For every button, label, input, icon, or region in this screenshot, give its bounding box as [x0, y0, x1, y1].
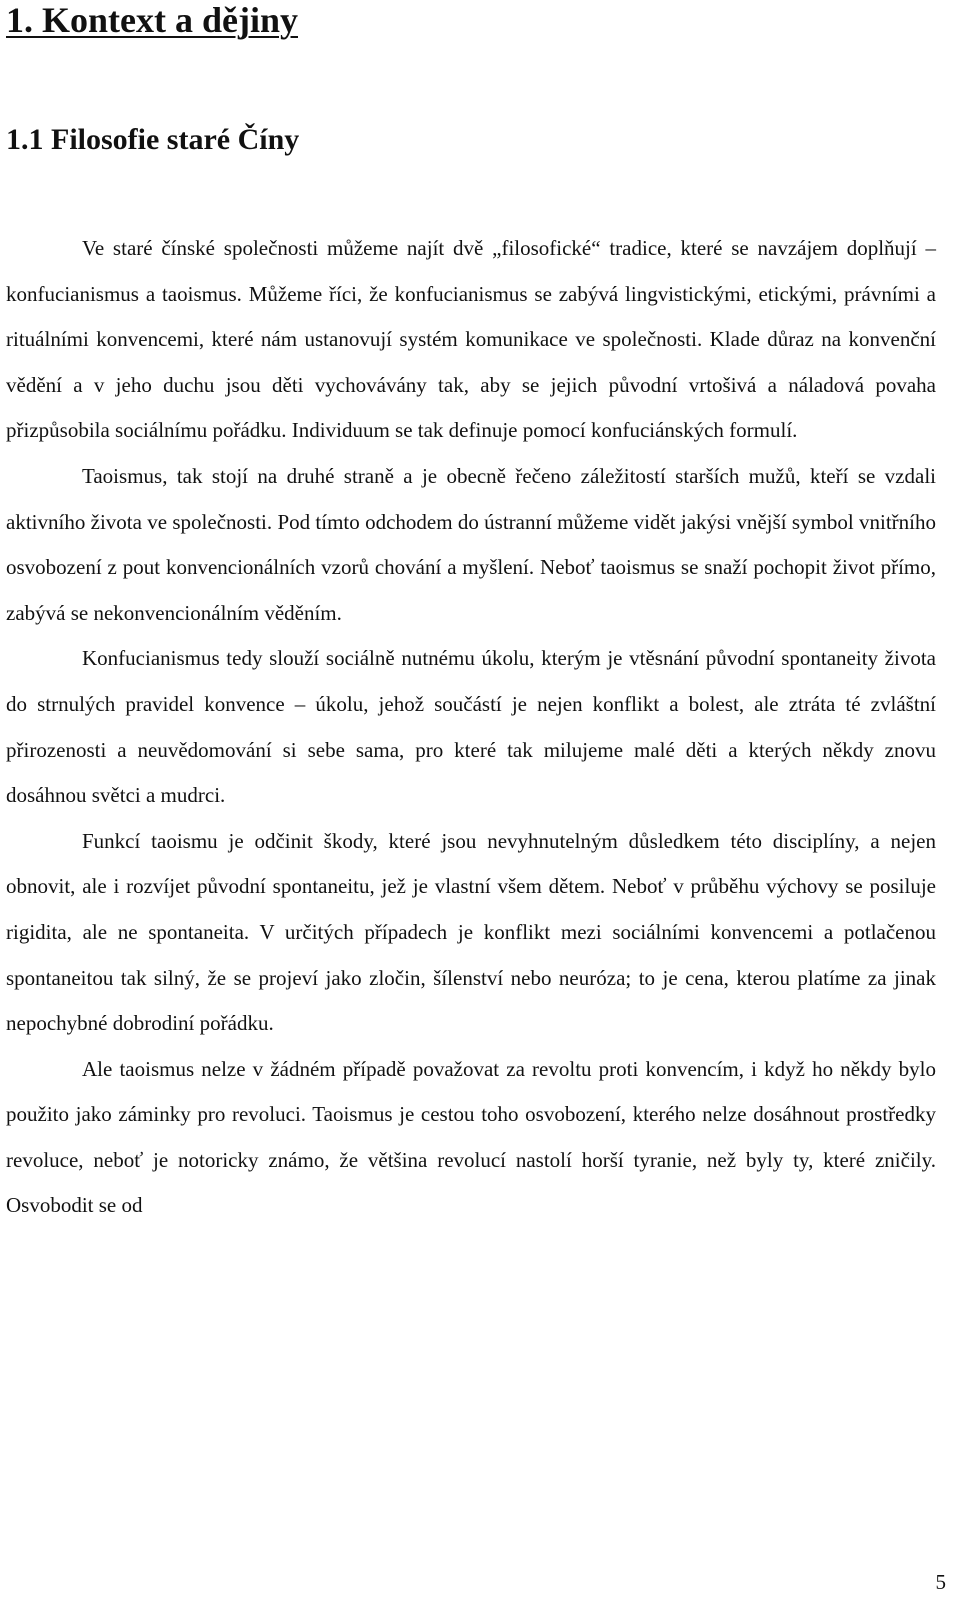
paragraph-5: Ale taoismus nelze v žádném případě považovat za revoltu proti konvencím, i když ho někdy bylo použito jako záminky pro revoluci. Taoismus je cestou toho osvobození, kterého nelze dosáhnout prostředky revoluce, neboť je notoricky známo, že většina revolucí nastolí horší tyranie, než byly ty, které zničily. Osvobodit se od: [6, 1056, 936, 1218]
paragraph-3: Konfucianismus tedy slouží sociálně nutnému úkolu, kterým je vtěsnání původní spontaneity života do strnulých pravidel konvence – úkolu, jehož součástí je nejen konflikt a bolest, ale ztráta té zvláštní přirozenosti a neuvědomování si sebe sama, pro které tak milujeme malé děti a kterých někdy znovu dosáhnou světci a mudrci.: [6, 646, 936, 808]
page-number: 5: [935, 1570, 946, 1594]
paragraph-4: Funkcí taoismu je odčinit škody, které jsou nevyhnutelným důsledkem této disciplíny, a nejen obnovit, ale i rozvíjet původní spontaneitu, jež je vlastní všem dětem. Neboť v průběhu výchovy se posiluje rigidita, ale ne spontaneita. V určitých případech je konflikt mezi sociálními konvencemi a potlačenou spontaneitou tak silný, že se projeví jako zločin, šílenství nebo neuróza; to je cena, kterou platíme za jinak nepochybné dobrodiní pořádku.: [6, 828, 936, 1036]
paragraph-2: Taoismus, tak stojí na druhé straně a je obecně řečeno záležitostí starších mužů, kteří se vzdali aktivního života ve společnosti. Pod tímto odchodem do ústranní můžeme vidět jakýsi vnější symbol vnitřního osvobození z pout konvencionálních vzorů chování a myšlení. Neboť taoismus se snaží pochopit život přímo, zabývá se nekonvencionálním věděním.: [6, 463, 936, 625]
chapter-title: 1. Kontext a dějiny: [6, 0, 298, 40]
paragraph-1: Ve staré čínské společnosti můžeme najít dvě „filosofické“ tradice, které se navzájem doplňují – konfucianismus a taoismus. Můžeme říci, že konfucianismus se zabývá lingvistickými, etickými, právními a rituálními konvencemi, které nám ustanovují systém komunikace ve společnosti. Klade důraz na konvenční vědění a v jeho duchu jsou děti vychovávány tak, aby se jejich původní vrtošivá a náladová povaha přizpůsobila sociálnímu pořádku. Individuum se tak definuje pomocí konfuciánských formulí.: [6, 236, 936, 443]
section-title: 1.1 Filosofie staré Číny: [6, 123, 300, 156]
body-text: [6, 226, 936, 1229]
